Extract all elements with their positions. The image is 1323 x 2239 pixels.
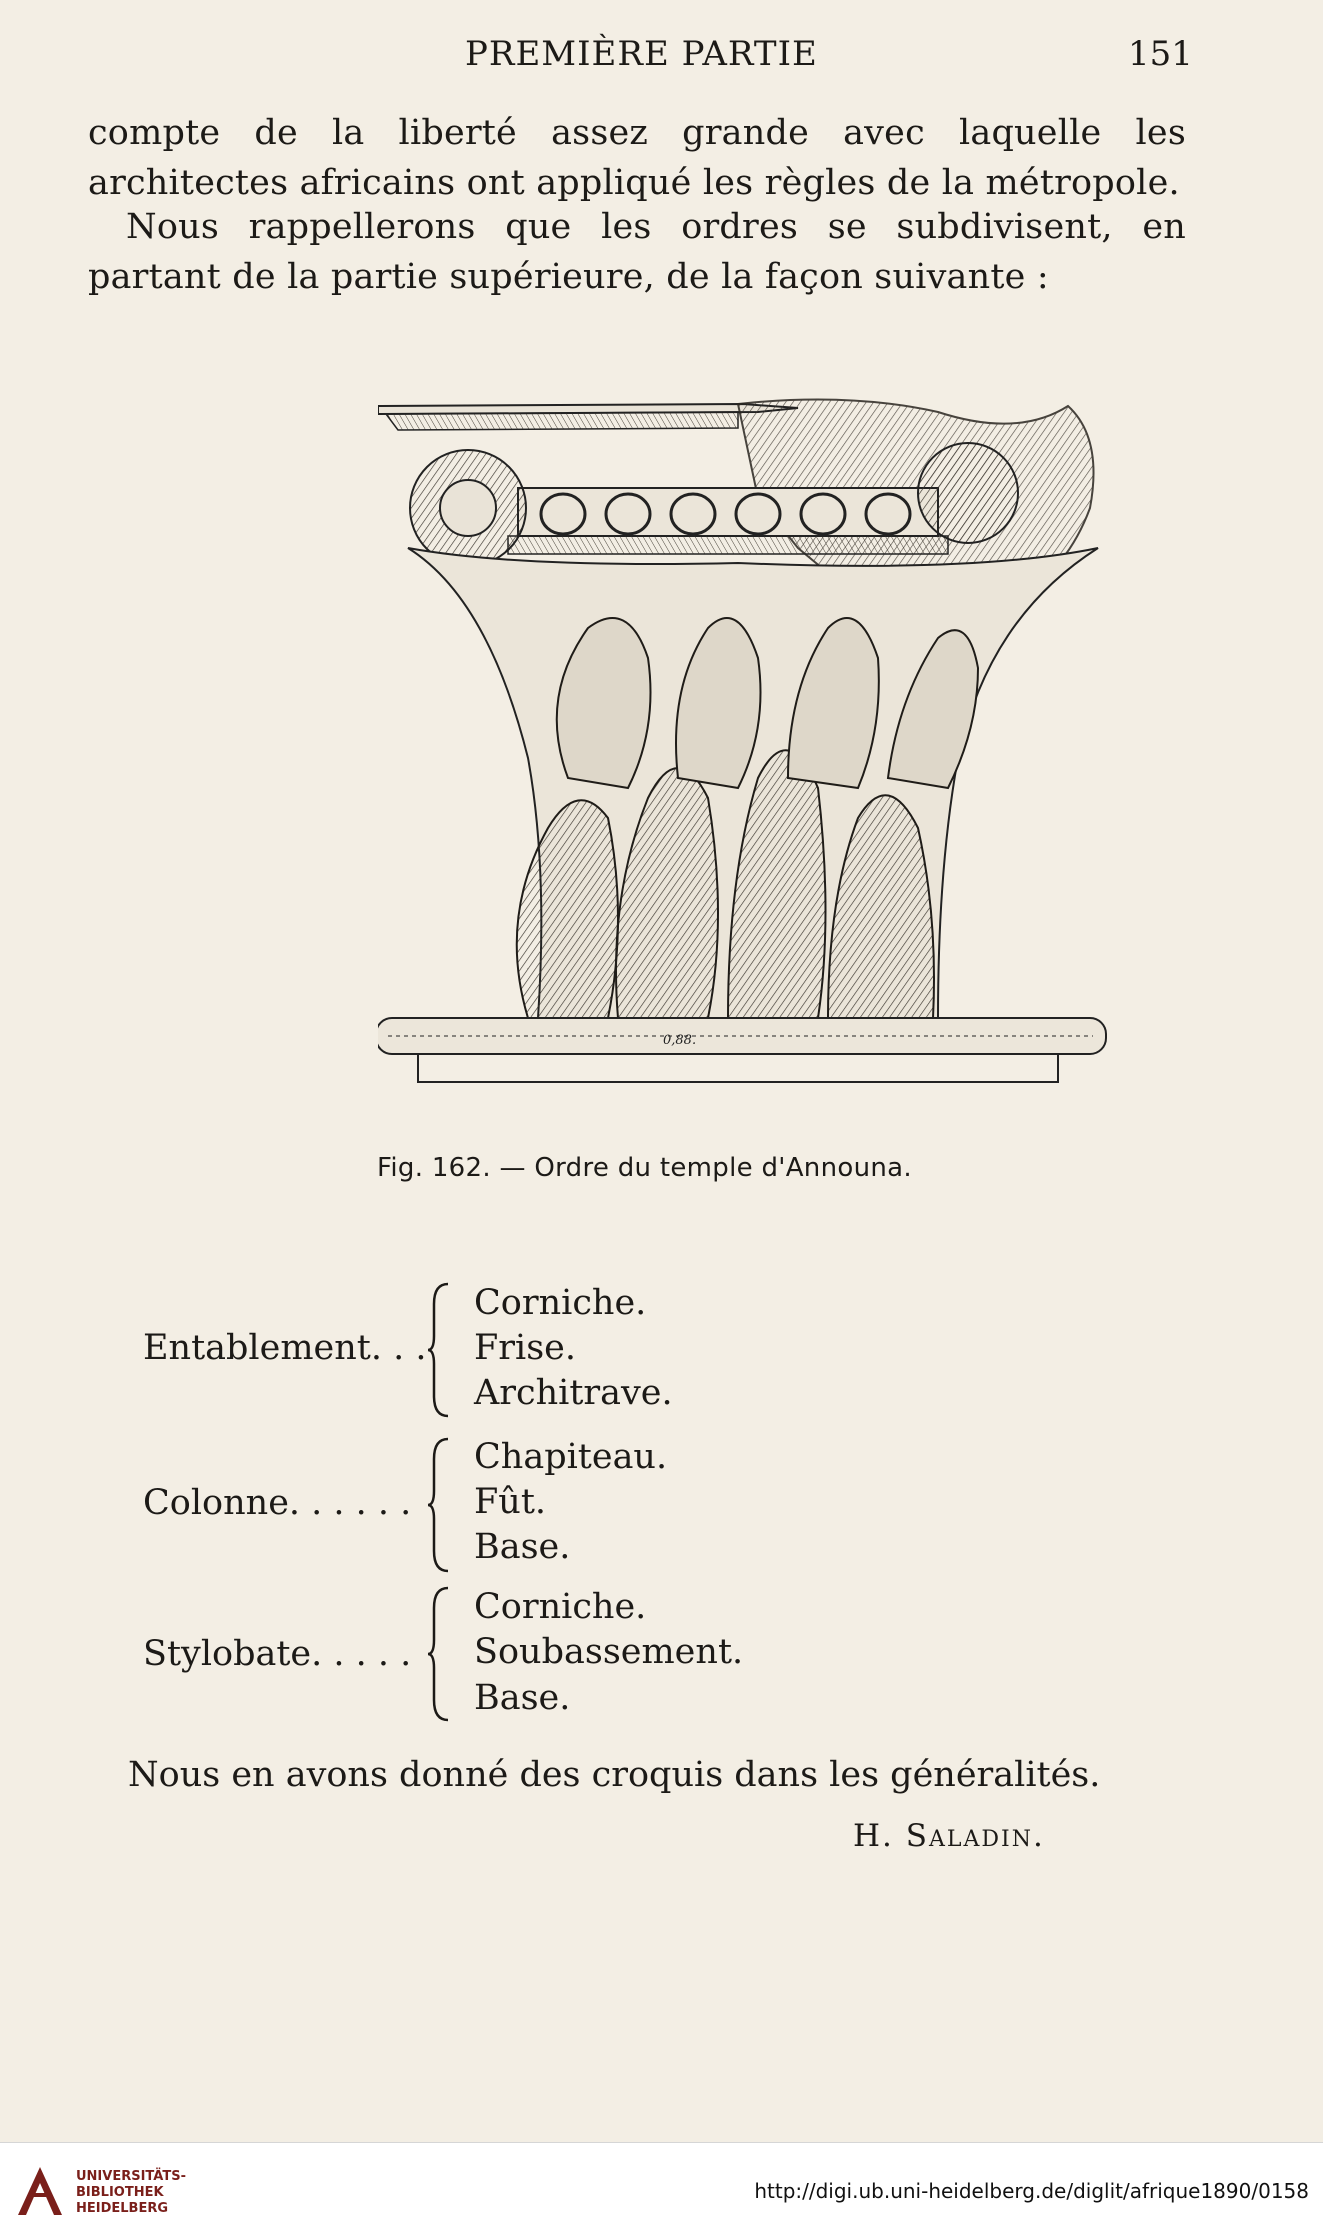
running-title: PREMIÈRE PARTIE [465,34,818,74]
list-item: Architrave. [474,1373,673,1413]
figure-caption: Fig. 162. — Ordre du temple d'Announa. [377,1153,912,1183]
list-item: Fût. [474,1482,547,1522]
running-head [0,34,1323,84]
library-name-line: UNIVERSITÄTS- [76,2169,186,2184]
paragraph-1: compte de la liberté assez grande avec laquelle les architectes africains ont appliqué les règles de la métropole. [88,113,1186,203]
capital-illustration [378,398,1108,1113]
library-name-line: HEIDELBERG [76,2201,169,2216]
page-number: 151 [1128,34,1193,74]
viewer-footer [0,2142,1323,2239]
group-label: Entablement. . . [143,1328,427,1368]
list-item: Base. [474,1527,571,1567]
group-label: Stylobate. . . . . [143,1634,412,1674]
list-item: Chapiteau. [474,1437,668,1477]
library-name-line: BIBLIOTHEK [76,2185,164,2200]
list-item: Corniche. [474,1587,647,1627]
brace-icon [426,1435,454,1575]
list-item: Corniche. [474,1283,647,1323]
closing-sentence: Nous en avons donné des croquis dans les généralités. [128,1755,1101,1795]
group-label: Colonne. . . . . . [143,1483,412,1523]
library-logo-icon [14,2163,66,2223]
scale-label: 0,88. [663,1033,697,1048]
list-item: Base. [474,1678,571,1718]
permalink-url[interactable]: http://digi.ub.uni-heidelberg.de/diglit/afrique1890/0158 [754,2179,1309,2203]
brace-icon [426,1584,454,1724]
paragraph-2: Nous rappellerons que les ordres se subdivisent, en partant de la partie supérieure, de la façon suivante : [88,207,1186,297]
brace-icon [426,1280,454,1420]
list-item: Soubassement. [474,1632,744,1672]
library-name [76,2169,186,2217]
author-signature: H. Saladin. [853,1818,1045,1854]
list-item: Frise. [474,1328,577,1368]
